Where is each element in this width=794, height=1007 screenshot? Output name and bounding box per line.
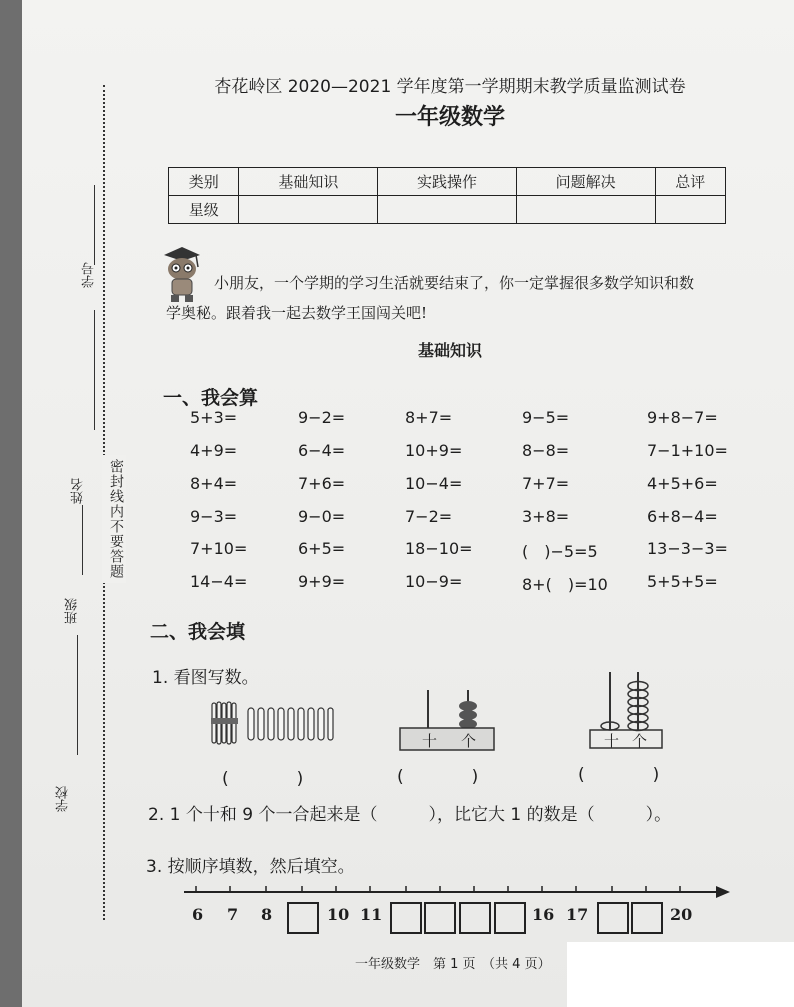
seal-line-note: 密封线内不要答题 (102, 455, 126, 583)
numberline-label: 16 (532, 905, 555, 924)
calc-problem[interactable]: 8+7= (405, 408, 453, 427)
score-header-practice: 实践操作 (378, 168, 517, 196)
white-overlay-corner (567, 942, 794, 1007)
calc-problem[interactable]: 6+5= (298, 539, 346, 558)
abacus-2-icon (588, 668, 664, 754)
abacus-2 (588, 668, 664, 754)
intro-line-2: 学奥秘。跟着我一起去数学王国闯关吧! (166, 304, 428, 322)
calc-problem[interactable]: 9+9= (298, 572, 346, 591)
calc-problem[interactable]: 9−5= (522, 408, 570, 427)
question-2: 2. 1 个十和 9 个一合起来是（ ），比它大 1 的数是（ ）。 (148, 805, 672, 825)
calc-problem[interactable]: 4+9= (190, 441, 238, 460)
abacus-2-ones-label: 个 (632, 732, 648, 750)
name-label: 姓名 (71, 478, 86, 504)
score-header-overall: 总评 (655, 168, 726, 196)
intro-line-1: 小朋友，一个学期的学习生活就要结束了，你一定掌握很多数学知识和数 (214, 274, 695, 292)
class-blank[interactable] (77, 635, 78, 755)
calc-problem[interactable]: 10+9= (405, 441, 463, 460)
calc-problem[interactable]: 18−10= (405, 539, 473, 558)
calc-problem[interactable]: 7+10= (190, 539, 248, 558)
abacus-1-icon (398, 686, 496, 754)
name-blank[interactable] (82, 505, 83, 575)
numberline-blank-box[interactable] (494, 902, 526, 934)
abacus-1-ones-label: 个 (461, 732, 477, 750)
calc-problem[interactable]: 8−8= (522, 441, 570, 460)
score-row-label: 星级 (169, 196, 239, 224)
abacus-2-tens-label: 十 (604, 732, 620, 750)
part2-title: 二、我会填 (150, 621, 246, 643)
calc-problem[interactable]: 5+3= (190, 408, 238, 427)
calc-problem[interactable]: 8+4= (190, 474, 238, 493)
calc-problem[interactable]: 9−3= (190, 507, 238, 526)
score-cell[interactable] (239, 196, 378, 224)
calc-problem[interactable]: 6−4= (298, 441, 346, 460)
calc-problem[interactable]: 7+7= (522, 474, 570, 493)
score-table (168, 167, 726, 224)
abacus-1 (398, 686, 496, 754)
calc-problem[interactable]: 7−2= (405, 507, 453, 526)
calc-problem[interactable]: 13−3−3= (647, 539, 728, 558)
calc-problem[interactable]: 7−1+10= (647, 441, 728, 460)
score-cell[interactable] (516, 196, 655, 224)
student-id-blank[interactable] (94, 185, 95, 265)
score-header-problem: 问题解决 (516, 168, 655, 196)
numberline-blank-box[interactable] (287, 902, 319, 934)
calc-problem[interactable]: 10−9= (405, 572, 463, 591)
numberline-label: 7 (227, 905, 239, 924)
numberline-blank-box[interactable] (390, 902, 422, 934)
numberline-label: 11 (360, 905, 383, 924)
seal-rule-upper (94, 310, 95, 430)
answer-blank-sticks[interactable]: ( ) (222, 769, 304, 789)
numberline-label: 6 (192, 905, 204, 924)
numberline-blank-box[interactable] (631, 902, 663, 934)
score-header-category: 类别 (169, 168, 239, 196)
exam-subtitle: 一年级数学 (394, 105, 505, 130)
exam-paper (22, 0, 794, 1007)
score-cell[interactable] (655, 196, 726, 224)
part1-title: 一、我会算 (163, 387, 259, 409)
class-label: 班级 (65, 598, 80, 624)
page-footer: 一年级数学 第 1 页 （共 4 页） (355, 957, 551, 972)
number-line (182, 882, 732, 902)
exam-title: 杏花岭区 2020—2021 学年度第一学期期末教学质量监测试卷 (214, 77, 686, 97)
numberline-blank-box[interactable] (597, 902, 629, 934)
intro-text (166, 268, 746, 328)
numberline-blank-box[interactable] (459, 902, 491, 934)
answer-blank-abacus-2[interactable]: ( ) (578, 765, 660, 785)
numberline-blank-box[interactable] (424, 902, 456, 934)
numberline-label: 8 (261, 905, 273, 924)
abacus-1-tens-label: 十 (422, 732, 438, 750)
calc-problem[interactable]: 9+8−7= (647, 408, 718, 427)
calc-problem[interactable]: 10−4= (405, 474, 463, 493)
calc-problem[interactable]: 8+( )=10 (522, 575, 608, 594)
score-header-basic: 基础知识 (239, 168, 378, 196)
question-3: 3. 按顺序填数，然后填空。 (146, 857, 355, 877)
stick-bundle-icon (208, 700, 334, 746)
numberline-label: 17 (566, 905, 589, 924)
student-id-label: 学号 (82, 262, 97, 288)
question-1: 1. 看图写数。 (152, 668, 259, 688)
calc-problem[interactable]: 9−0= (298, 507, 346, 526)
school-label: 学校 (56, 786, 71, 812)
calc-problem[interactable]: 6+8−4= (647, 507, 718, 526)
numberline-label: 20 (670, 905, 693, 924)
calc-problem[interactable]: 4+5+6= (647, 474, 718, 493)
calc-problem[interactable]: 5+5+5= (647, 572, 718, 591)
calc-problem[interactable]: 7+6= (298, 474, 346, 493)
score-cell[interactable] (378, 196, 517, 224)
calc-problem[interactable]: ( )−5=5 (522, 542, 598, 561)
calc-problem[interactable]: 14−4= (190, 572, 248, 591)
section-heading-basic: 基础知识 (417, 341, 482, 360)
calc-problem[interactable]: 9−2= (298, 408, 346, 427)
calc-problem[interactable]: 3+8= (522, 507, 570, 526)
answer-blank-abacus-1[interactable]: ( ) (397, 767, 479, 787)
numberline-label: 10 (327, 905, 350, 924)
